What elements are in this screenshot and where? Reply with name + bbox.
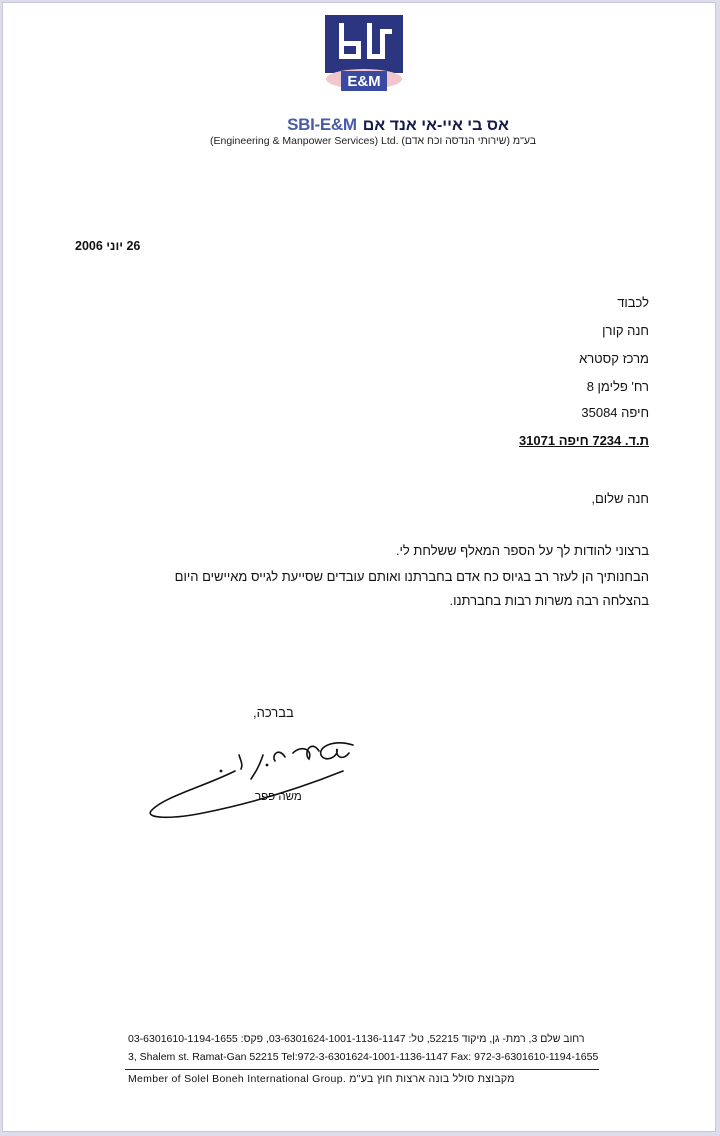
recipient-street: רח' פלימן 8 [586,379,649,394]
company-subtitle: (Engineering & Manpower Services) Ltd. (שירותי הנדסה וכח אדם) בע"מ [210,135,536,147]
footer-address-english: 3, Shalem st. Ramat-Gan 52215 Tel:972-3-6301624-1001-1136-1147 Fax: 972-3-6301610-1194-1655 [128,1051,599,1063]
letter-closing: בברכה, [253,705,294,720]
footer-divider [125,1069,599,1070]
recipient-name: חנה קורן [602,323,649,338]
letter-greeting: חנה שלום, [591,491,649,506]
company-name-latin: SBI-E&M [287,115,357,134]
recipient-salutation: לכבוד [617,295,649,310]
handwritten-signature [143,727,363,827]
letter-page [2,2,716,1132]
logo-text: E&M [347,73,381,90]
footer-group-line: Member of Solel Boneh International Group. מקבוצת סולל בונה ארצות חוץ בע"מ [128,1073,515,1085]
signer-name: משה פפר [255,791,302,803]
body-paragraph-2-line-2: בהצלחה רבה משרות רבות בחברתנו. [449,593,649,608]
body-paragraph-2-line-1: הבחנותיך הן לעזר רב בגיוס כח אדם בחברתנו ואותם עובדים שסייעת לגייס מאיישים היום [174,569,649,584]
recipient-po-box: ת.ד. 7234 חיפה 31071 [518,433,649,448]
letter-date: 26 יוני 2006 [75,239,141,253]
recipient-city: חיפה 35084 [581,405,649,420]
recipient-organization: מרכז קסטרא [579,351,649,366]
company-name-hebrew: אס בי איי-אי אנד אם [362,117,509,134]
company-logo [325,15,403,97]
body-paragraph-1: ברצוני להודות לך על הספר המאלף ששלחת לי. [395,543,649,558]
company-name [253,115,543,135]
footer-address-hebrew: רחוב שלם 3, רמת- גן, מיקוד 52215, טל: 03-6301624-1001-1136-1147, פקס: 03-6301610-1194-1655 [128,1033,585,1045]
